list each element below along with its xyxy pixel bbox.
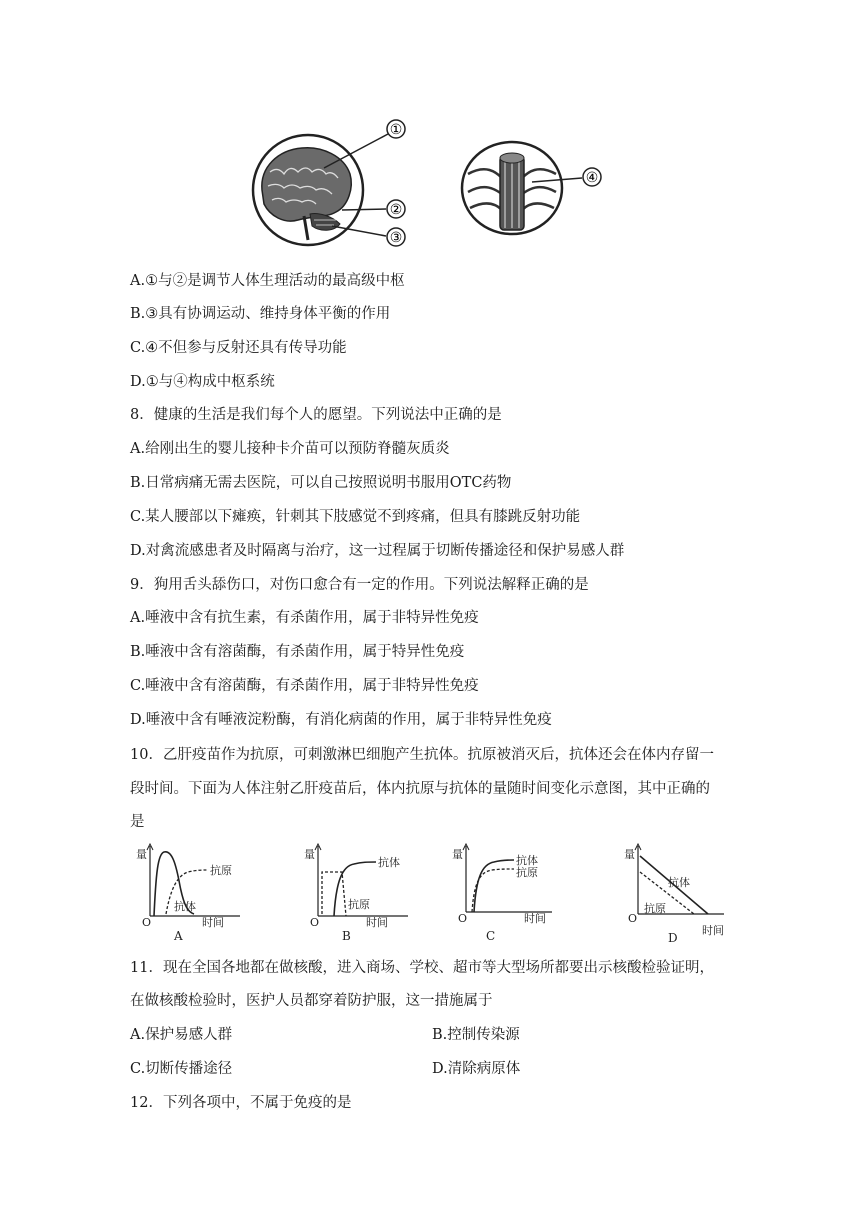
graph-c-label-antigen: 抗原 xyxy=(516,866,538,879)
q9-stem: 9．狗用舌头舔伤口，对伤口愈合有一定的作用。下列说法解释正确的是 xyxy=(130,577,589,593)
q9-option-c: C.唾液中含有溶菌酶，有杀菌作用，属于非特异性免疫 xyxy=(130,678,479,694)
q8-option-c: C.某人腰部以下瘫痪，针刺其下肢感觉不到疼痛，但具有膝跳反射功能 xyxy=(130,509,581,525)
graph-b-xlabel: 时间 xyxy=(366,916,388,929)
graph-a-label-antibody: 抗体 xyxy=(174,900,196,913)
spinal-cord-illustration xyxy=(462,142,601,234)
graph-c-xlabel: 时间 xyxy=(524,912,546,925)
graph-d-origin: O xyxy=(628,912,638,925)
graph-d-label-antigen: 抗原 xyxy=(644,902,666,915)
graph-b xyxy=(296,842,436,944)
q7-option-c: C.④不但参与反射还具有传导功能 xyxy=(130,340,347,356)
graph-a xyxy=(128,842,268,944)
graph-b-label-antibody: 抗体 xyxy=(378,856,400,869)
graph-a-label-antigen: 抗原 xyxy=(210,864,232,877)
callout-2: ② xyxy=(389,202,403,218)
q8-option-a: A.给刚出生的婴儿接种卡介苗可以预防脊髓灰质炎 xyxy=(130,441,450,457)
graph-a-origin: O xyxy=(142,916,152,929)
q7-option-d: D.①与④构成中枢系统 xyxy=(130,374,275,390)
callout-4: ④ xyxy=(585,170,599,186)
q11-option-c: C.切断传播途径 xyxy=(130,1061,233,1077)
graph-a-ylabel: 量 xyxy=(136,848,147,861)
q10-stem-line-2: 段时间。下面为人体注射乙肝疫苗后，体内抗原与抗体的量随时间变化示意图，其中正确的 xyxy=(130,781,710,797)
graph-d-ylabel: 量 xyxy=(624,848,635,861)
graph-d-letter: D xyxy=(668,931,678,944)
graph-c xyxy=(444,842,584,944)
graph-c-label-antibody: 抗体 xyxy=(516,854,538,867)
graph-b-label-antigen: 抗原 xyxy=(348,898,370,911)
q11-option-b: B.控制传染源 xyxy=(432,1027,520,1043)
graph-a-letter: A xyxy=(174,929,183,943)
brain-illustration xyxy=(253,120,405,246)
q9-option-d: D.唾液中含有唾液淀粉酶，有消化病菌的作用，属于非特异性免疫 xyxy=(130,712,552,728)
graph-c-origin: O xyxy=(458,912,468,925)
graph-b-origin: O xyxy=(310,916,320,929)
q10-stem-line-3: 是 xyxy=(130,814,145,830)
q10-stem-line-1: 10．乙肝疫苗作为抗原，可刺激淋巴细胞产生抗体。抗原被消灭后，抗体还会在体内存留一 xyxy=(130,747,714,763)
brain-spinal-figure xyxy=(240,112,620,262)
q11-option-d: D.清除病原体 xyxy=(432,1061,521,1077)
q7-option-b: B.③具有协调运动、维持身体平衡的作用 xyxy=(130,306,391,322)
graph-a-xlabel: 时间 xyxy=(202,916,224,929)
graph-d-label-antibody: 抗体 xyxy=(668,876,690,889)
q7-option-a: A.①与②是调节人体生理活动的最高级中枢 xyxy=(130,273,405,289)
q11-stem-line-1: 11．现在全国各地都在做核酸，进入商场、学校、超市等大型场所都要出示核酸检验证明， xyxy=(130,960,714,976)
graph-c-letter: C xyxy=(486,929,496,943)
graph-d xyxy=(608,842,738,944)
q9-option-b: B.唾液中含有溶菌酶，有杀菌作用，属于特异性免疫 xyxy=(130,644,465,660)
callout-3: ③ xyxy=(389,230,403,246)
q11-option-a: A.保护易感人群 xyxy=(130,1027,233,1043)
callout-1: ① xyxy=(389,122,403,138)
q12-stem: 12．下列各项中，不属于免疫的是 xyxy=(130,1095,352,1111)
graph-c-ylabel: 量 xyxy=(452,848,463,861)
q9-option-a: A.唾液中含有抗生素，有杀菌作用，属于非特异性免疫 xyxy=(130,610,479,626)
q8-option-b: B.日常病痛无需去医院，可以自己按照说明书服用OTC药物 xyxy=(130,475,512,491)
q11-stem-line-2: 在做核酸检验时，医护人员都穿着防护服，这一措施属于 xyxy=(130,993,493,1009)
graph-b-letter: B xyxy=(342,929,351,943)
q8-option-d: D.对禽流感患者及时隔离与治疗，这一过程属于切断传播途径和保护易感人群 xyxy=(130,543,625,559)
graph-b-ylabel: 量 xyxy=(304,848,315,861)
q8-stem: 8．健康的生活是我们每个人的愿望。下列说法中正确的是 xyxy=(130,407,502,423)
graph-d-xlabel: 时间 xyxy=(702,924,724,937)
